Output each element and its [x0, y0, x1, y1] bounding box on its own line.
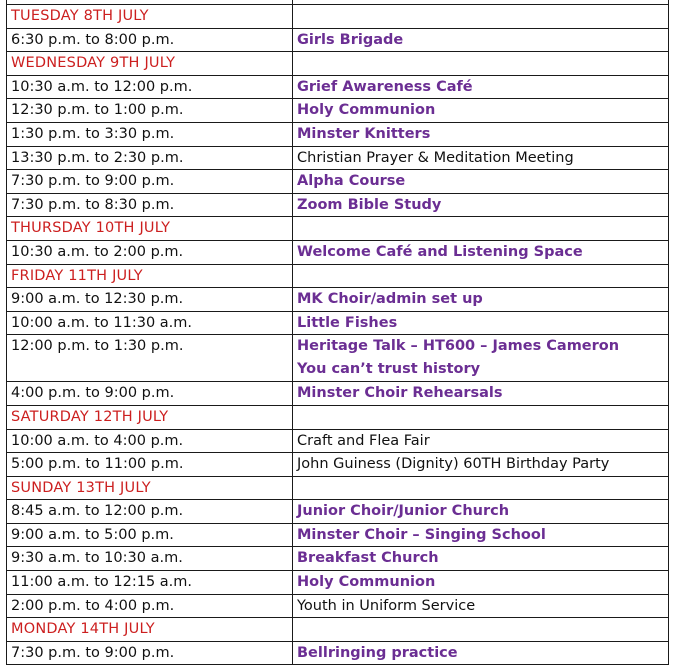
event-title: Minster Choir – Singing School: [293, 523, 669, 547]
time-cell: 9:30 a.m. to 10:30 a.m.: [7, 547, 293, 571]
day-heading: FRIDAY 11TH JULY: [7, 264, 293, 288]
event-title: Minster Choir Rehearsals: [293, 382, 669, 406]
time-cell: 6:30 p.m. to 8:00 p.m.: [7, 28, 293, 52]
page-bottom-edge: [0, 667, 674, 671]
empty-cell: [293, 52, 669, 76]
time-cell: 7:30 p.m. to 9:00 p.m.: [7, 641, 293, 665]
time-cell: 10:00 a.m. to 4:00 p.m.: [7, 429, 293, 453]
empty-cell: [293, 405, 669, 429]
event-row: [7, 641, 669, 665]
day-heading: TUESDAY 8TH JULY: [7, 5, 293, 29]
event-title: Bellringing practice: [293, 641, 669, 665]
schedule-body: [7, 0, 669, 665]
event-title: Zoom Bible Study: [293, 193, 669, 217]
event-row: [7, 75, 669, 99]
day-heading: SATURDAY 12TH JULY: [7, 405, 293, 429]
day-row: [7, 52, 669, 76]
day-row: [7, 264, 669, 288]
empty-cell: [293, 618, 669, 642]
time-cell: 5:00 p.m. to 11:00 p.m.: [7, 453, 293, 477]
event-title: Holy Communion: [293, 99, 669, 123]
day-row: [7, 217, 669, 241]
event-row: [7, 547, 669, 571]
time-cell: 9:00 a.m. to 12:30 p.m.: [7, 288, 293, 312]
event-title: Christian Prayer & Meditation Meeting: [293, 146, 669, 170]
time-cell: 10:00 a.m. to 11:30 a.m.: [7, 311, 293, 335]
event-title: John Guiness (Dignity) 60TH Birthday Party: [293, 453, 669, 477]
day-row: [7, 405, 669, 429]
event-row: [7, 122, 669, 146]
event-title-line-2: You can’t trust history: [297, 361, 481, 378]
time-cell: 7:30 p.m. to 8:30 p.m.: [7, 193, 293, 217]
event-title: Craft and Flea Fair: [293, 429, 669, 453]
time-cell: 10:30 a.m. to 12:00 p.m.: [7, 75, 293, 99]
time-cell: 10:30 a.m. to 2:00 p.m.: [7, 240, 293, 264]
event-row: [7, 594, 669, 618]
event-title: MK Choir/admin set up: [293, 288, 669, 312]
day-row: [7, 476, 669, 500]
event-row: [7, 240, 669, 264]
event-title: [293, 335, 669, 382]
event-title: Grief Awareness Café: [293, 75, 669, 99]
day-heading: SUNDAY 13TH JULY: [7, 476, 293, 500]
time-cell: 12:00 p.m. to 1:30 p.m.: [7, 335, 293, 382]
time-cell: 11:00 a.m. to 12:15 a.m.: [7, 571, 293, 595]
event-row: [7, 28, 669, 52]
event-title: Holy Communion: [293, 571, 669, 595]
event-title: Breakfast Church: [293, 547, 669, 571]
day-heading: THURSDAY 10TH JULY: [7, 217, 293, 241]
event-row: [7, 429, 669, 453]
schedule-table: [6, 0, 669, 665]
empty-cell: [293, 217, 669, 241]
time-cell: 1:30 p.m. to 3:30 p.m.: [7, 122, 293, 146]
empty-cell: [293, 476, 669, 500]
event-title: Alpha Course: [293, 170, 669, 194]
event-row: [7, 571, 669, 595]
event-title: Little Fishes: [293, 311, 669, 335]
event-row: [7, 288, 669, 312]
event-row: [7, 382, 669, 406]
event-row: [7, 146, 669, 170]
day-heading: WEDNESDAY 9TH JULY: [7, 52, 293, 76]
day-row: [7, 5, 669, 29]
day-heading: MONDAY 14TH JULY: [7, 618, 293, 642]
event-row: [7, 335, 669, 382]
event-row: [7, 170, 669, 194]
time-cell: 2:00 p.m. to 4:00 p.m.: [7, 594, 293, 618]
time-cell: 8:45 a.m. to 12:00 p.m.: [7, 500, 293, 524]
empty-cell: [293, 264, 669, 288]
event-title: Junior Choir/Junior Church: [293, 500, 669, 524]
event-title: Welcome Café and Listening Space: [293, 240, 669, 264]
event-row: [7, 523, 669, 547]
time-cell: 9:00 a.m. to 5:00 p.m.: [7, 523, 293, 547]
event-title: Youth in Uniform Service: [293, 594, 669, 618]
time-cell: 7:30 p.m. to 9:00 p.m.: [7, 170, 293, 194]
event-row: [7, 500, 669, 524]
event-row: [7, 193, 669, 217]
event-row: [7, 311, 669, 335]
event-row: [7, 99, 669, 123]
event-title: Minster Knitters: [293, 122, 669, 146]
event-title: Girls Brigade: [293, 28, 669, 52]
event-title-line-1: Heritage Talk – HT600 – James Cameron: [297, 338, 620, 355]
event-row: [7, 453, 669, 477]
time-cell: 13:30 p.m. to 2:30 p.m.: [7, 146, 293, 170]
empty-cell: [293, 5, 669, 29]
time-cell: 4:00 p.m. to 9:00 p.m.: [7, 382, 293, 406]
day-row: [7, 618, 669, 642]
time-cell: 12:30 p.m. to 1:00 p.m.: [7, 99, 293, 123]
